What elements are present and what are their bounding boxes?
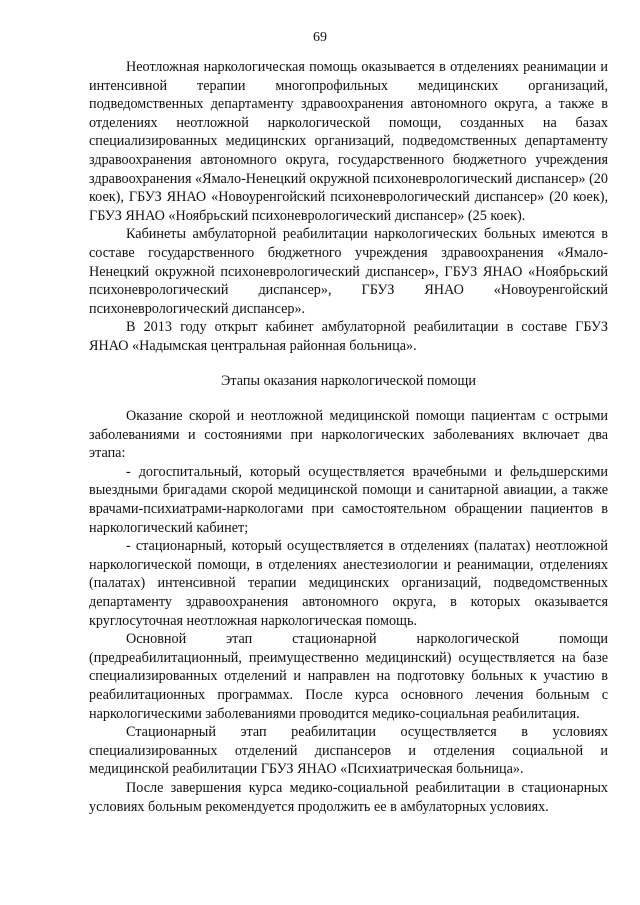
paragraph-main-stage: Основной этап стационарной наркологической помощи (предреабилитационный, преимущественно медицинский) осуществляется на базе специализированных отделений и направлен на подготовку больных к участию в реабилитационных программах. После курса основного лечения больным с наркологическими заболеваниями проводится медико-социальная реабилитация. bbox=[89, 631, 608, 722]
paragraph-outpatient-continuation: После завершения курса медико-социальной реабилитации в стационарных условиях больным рекомендуется продолжить ее в амбулаторных условиях. bbox=[89, 779, 608, 815]
page-number: 69 bbox=[313, 30, 327, 45]
document-body bbox=[89, 58, 608, 816]
paragraph-2013-office: В 2013 году открыт кабинет амбулаторной реабилитации в составе ГБУЗ ЯНАО «Надымская центральная районная больница». bbox=[89, 319, 608, 354]
list-item-prehospital: - догоспитальный, который осуществляется врачебными и фельдшерскими выездными бригадами скорой медицинской помощи и санитарной авиации, а также врачами-психиатрами-наркологами при самостоятельном обращении пациентов в наркологический кабинет; bbox=[89, 463, 608, 536]
list-item-inpatient: - стационарный, который осуществляется в отделениях (палатах) неотложной наркологической помощи, в отделениях анестезиологии и реанимации, отделениях (палатах) интенсивной терапии медицинских организаций, подведомственных департаменту здравоохранения автономного округа, в которых оказывается круглосуточная неотложная наркологическая помощь. bbox=[89, 538, 608, 629]
paragraph-emergency-care: Неотложная наркологическая помощь оказывается в отделениях реанимации и интенсивной терапии многопрофильных медицинских организаций, подведомственных департаменту здравоохранения автономного округа, а также в отделениях неотложной наркологической помощи, созданных на базах специализированных медицинских организаций, подведомственных департаменту здравоохранения автономного округа, государственного бюджетного учреждения здравоохранения «Ямало-Ненецкий окружной психоневрологический диспансер» (20 коек), ГБУЗ ЯНАО «Новоуренгойский психоневрологический диспансер» (20 коек), ГБУЗ ЯНАО «Ноябрьский психоневрологический диспансер» (25 коек). bbox=[89, 59, 608, 224]
paragraph-inpatient-rehab: Стационарный этап реабилитации осуществляется в условиях специализированных отделений диспансеров и отделения социальной и медицинской реабилитации ГБУЗ ЯНАО «Психиатрическая больница». bbox=[89, 724, 608, 778]
paragraph-stages-intro: Оказание скорой и неотложной медицинской помощи пациентам с острыми заболеваниями и состояниями при наркологических заболеваниях включает два этапа: bbox=[89, 408, 608, 462]
paragraph-rehab-offices: Кабинеты амбулаторной реабилитации наркологических больных имеются в составе государственного бюджетного учреждения здравоохранения «Ямало-Ненецкий окружной психоневрологический диспансер», ГБУЗ ЯНАО «Ноябрьский психоневрологический диспансер», ГБУЗ ЯНАО «Новоуренгойский психоневрологический диспансер». bbox=[89, 226, 608, 317]
section-heading: Этапы оказания наркологической помощи bbox=[221, 372, 476, 389]
